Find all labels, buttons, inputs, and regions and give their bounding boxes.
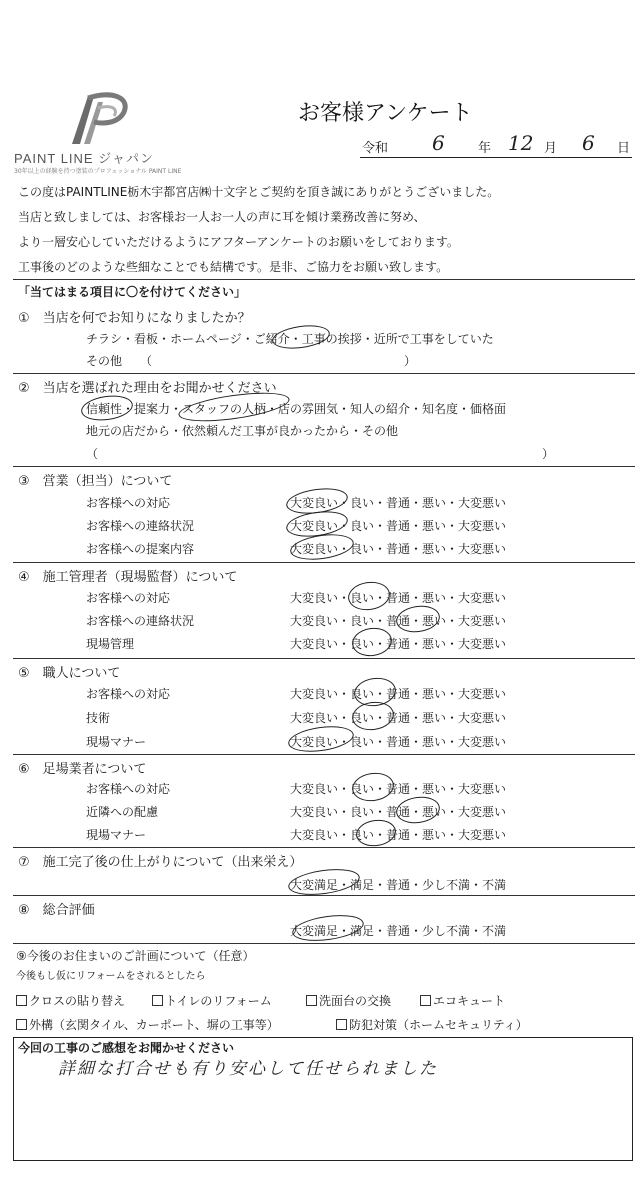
q3-item-1: お客様への対応: [86, 496, 171, 510]
intro-line-3: より一層安心していただけるようにアフターアンケートのお願いをしております。: [18, 235, 459, 249]
q3-item-2: お客様への連絡状況: [86, 519, 195, 533]
checkbox-ecocute[interactable]: エコキュート: [420, 992, 505, 1009]
q5-scale-2: 大変良い・良い・普通・悪い・大変悪い: [290, 711, 507, 725]
answer-circle: [291, 911, 366, 945]
month-value: 12: [508, 131, 534, 155]
answer-circle: [346, 579, 391, 613]
checkbox-cross[interactable]: クロスの貼り替え: [16, 992, 125, 1009]
q4-scale-1: 大変良い・良い・普通・悪い・大変悪い: [290, 591, 507, 605]
checkbox-icon[interactable]: [16, 1019, 27, 1030]
checkbox-exterior[interactable]: 外構（玄関タイル、カーポート、塀の工事等）: [16, 1016, 279, 1033]
q3-item-3: お客様への提案内容: [86, 542, 195, 556]
year-value: 6: [432, 131, 445, 155]
q6-item-1: お客様への対応: [86, 782, 171, 796]
brand-name: PAINT LINE ジャパン: [14, 151, 154, 166]
answer-circle: [80, 392, 135, 423]
day-value: 6: [582, 131, 595, 155]
q5-item-1: お客様への対応: [86, 687, 171, 701]
divider: [13, 943, 635, 944]
q6-item-3: 現場マナー: [86, 828, 147, 842]
answer-circle: [394, 603, 441, 635]
q2-other: （ ）: [86, 447, 555, 461]
instruction: 「当てはまる項目に〇を付けてください」: [18, 285, 247, 299]
checkbox-security[interactable]: 防犯対策（ホームセキュリティ）: [336, 1016, 528, 1033]
answer-circle: [350, 625, 394, 658]
month-unit: 月: [544, 141, 558, 156]
q4-item-2: お客様への連絡状況: [86, 614, 195, 628]
q5-item-3: 現場マナー: [86, 735, 147, 749]
q6-item-2: 近隣への配慮: [86, 805, 159, 819]
company-logo: [14, 88, 190, 178]
divider: [13, 562, 635, 563]
q1-label: ① 当店を何でお知りになりましたか？: [18, 311, 251, 326]
brand-tagline: 30年以上の経験を持つ塗装のプロフェッショナル PAINT LINE: [14, 168, 182, 175]
checkbox-toilet[interactable]: トイレのリフォーム: [152, 992, 272, 1009]
q3-scale-1: 大変良い・良い・普通・悪い・大変悪い: [290, 496, 507, 510]
q5-item-2: 技術: [86, 711, 111, 725]
q8-label: ⑧ 総合評価: [18, 903, 95, 918]
checkbox-icon[interactable]: [306, 995, 317, 1006]
q1-other: その他 （ ）: [86, 354, 417, 368]
q6-scale-2: 大変良い・良い・普通・悪い・大変悪い: [290, 805, 507, 819]
intro-line-4: 工事後のどのような些細なことでも結構です。是非、ご協力をお願い致します。: [18, 260, 449, 274]
checkbox-washbasin[interactable]: 洗面台の交換: [306, 992, 391, 1009]
answer-circle: [394, 794, 441, 826]
q3-scale-3: 大変良い・良い・普通・悪い・大変悪い: [290, 542, 507, 556]
q7-label: ⑦ 施工完了後の仕上がりについて（出来栄え）: [18, 855, 303, 870]
q4-scale-2: 大変良い・良い・普通・悪い・大変悪い: [290, 614, 507, 628]
q4-label: ④ 施工管理者（現場監督）について: [18, 570, 238, 585]
q4-item-1: お客様への対応: [86, 591, 171, 605]
checkbox-icon[interactable]: [420, 995, 431, 1006]
answer-circle: [271, 322, 331, 352]
checkbox-icon[interactable]: [152, 995, 163, 1006]
q3-label: ③ 営業（担当）について: [18, 474, 173, 489]
day-unit: 日: [617, 141, 631, 156]
q6-scale-1: 大変良い・良い・普通・悪い・大変悪い: [290, 782, 507, 796]
intro-line-1: この度はPAINTLINE栃木宇都宮店㈱十文字とご契約を頂き誠にありがとうございました。: [18, 185, 500, 199]
answer-circle: [354, 817, 397, 848]
q6-scale-3: 大変良い・良い・普通・悪い・大変悪い: [290, 828, 507, 842]
divider: [13, 373, 635, 374]
q1-options: チラシ・看板・ホームページ・ご紹介・工事の挨拶・近所で工事をしていた: [86, 332, 494, 346]
intro-line-2: 当店と致しましては、お客様お一人お一人の声に耳を傾け業務改善に努め、: [18, 210, 426, 224]
q2-options-2: 地元の店だから・依然頼んだ工事が良かったから・その他: [86, 424, 399, 438]
answer-circle: [350, 699, 395, 733]
year-unit: 年: [478, 141, 492, 156]
q8-scale: 大変満足・満足・普通・少し不満・不満: [290, 924, 507, 938]
divider: [13, 466, 635, 467]
checkbox-icon[interactable]: [16, 995, 27, 1006]
comment-box[interactable]: [13, 1037, 633, 1161]
logo-mark-icon: [58, 88, 138, 148]
divider: [13, 754, 635, 755]
q9-label: ⑨今後のお住まいのご計画について（任意）: [16, 949, 255, 963]
q2-options-1: 信頼性・提案力・スタッフの人柄・店の雰囲気・知人の紹介・知名度・価格面: [86, 402, 507, 416]
divider: [13, 895, 635, 896]
answer-circle: [350, 770, 395, 804]
answer-circle: [287, 723, 356, 756]
q7-scale: 大変満足・満足・普通・少し不満・不満: [290, 878, 507, 892]
comment-text: 詳細な打合せも有り安心して任せられました: [58, 1059, 438, 1079]
divider: [13, 658, 635, 659]
divider: [13, 847, 635, 848]
q6-label: ⑥ 足場業者について: [18, 762, 147, 777]
divider: [13, 279, 635, 280]
era-label: 令和: [362, 141, 389, 156]
checkbox-icon[interactable]: [336, 1019, 347, 1030]
q5-label: ⑤ 職人について: [18, 666, 121, 681]
q3-scale-2: 大変良い・良い・普通・悪い・大変悪い: [290, 519, 507, 533]
q9-subtitle: 今後もし仮にリフォームをされるとしたら: [16, 971, 206, 982]
page-title: お客様アンケート: [298, 101, 473, 126]
answer-circle: [287, 865, 362, 899]
q2-label: ② 当店を選ばれた理由をお聞かせください: [18, 381, 277, 396]
date-field: [360, 131, 632, 158]
q5-scale-3: 大変良い・良い・普通・悪い・大変悪い: [290, 735, 507, 749]
q4-item-3: 現場管理: [86, 637, 135, 651]
q5-scale-1: 大変良い・良い・普通・悪い・大変悪い: [290, 687, 507, 701]
comment-label: 今回の工事のご感想をお聞かせください: [18, 1041, 235, 1055]
q4-scale-3: 大変良い・良い・普通・悪い・大変悪い: [290, 637, 507, 651]
